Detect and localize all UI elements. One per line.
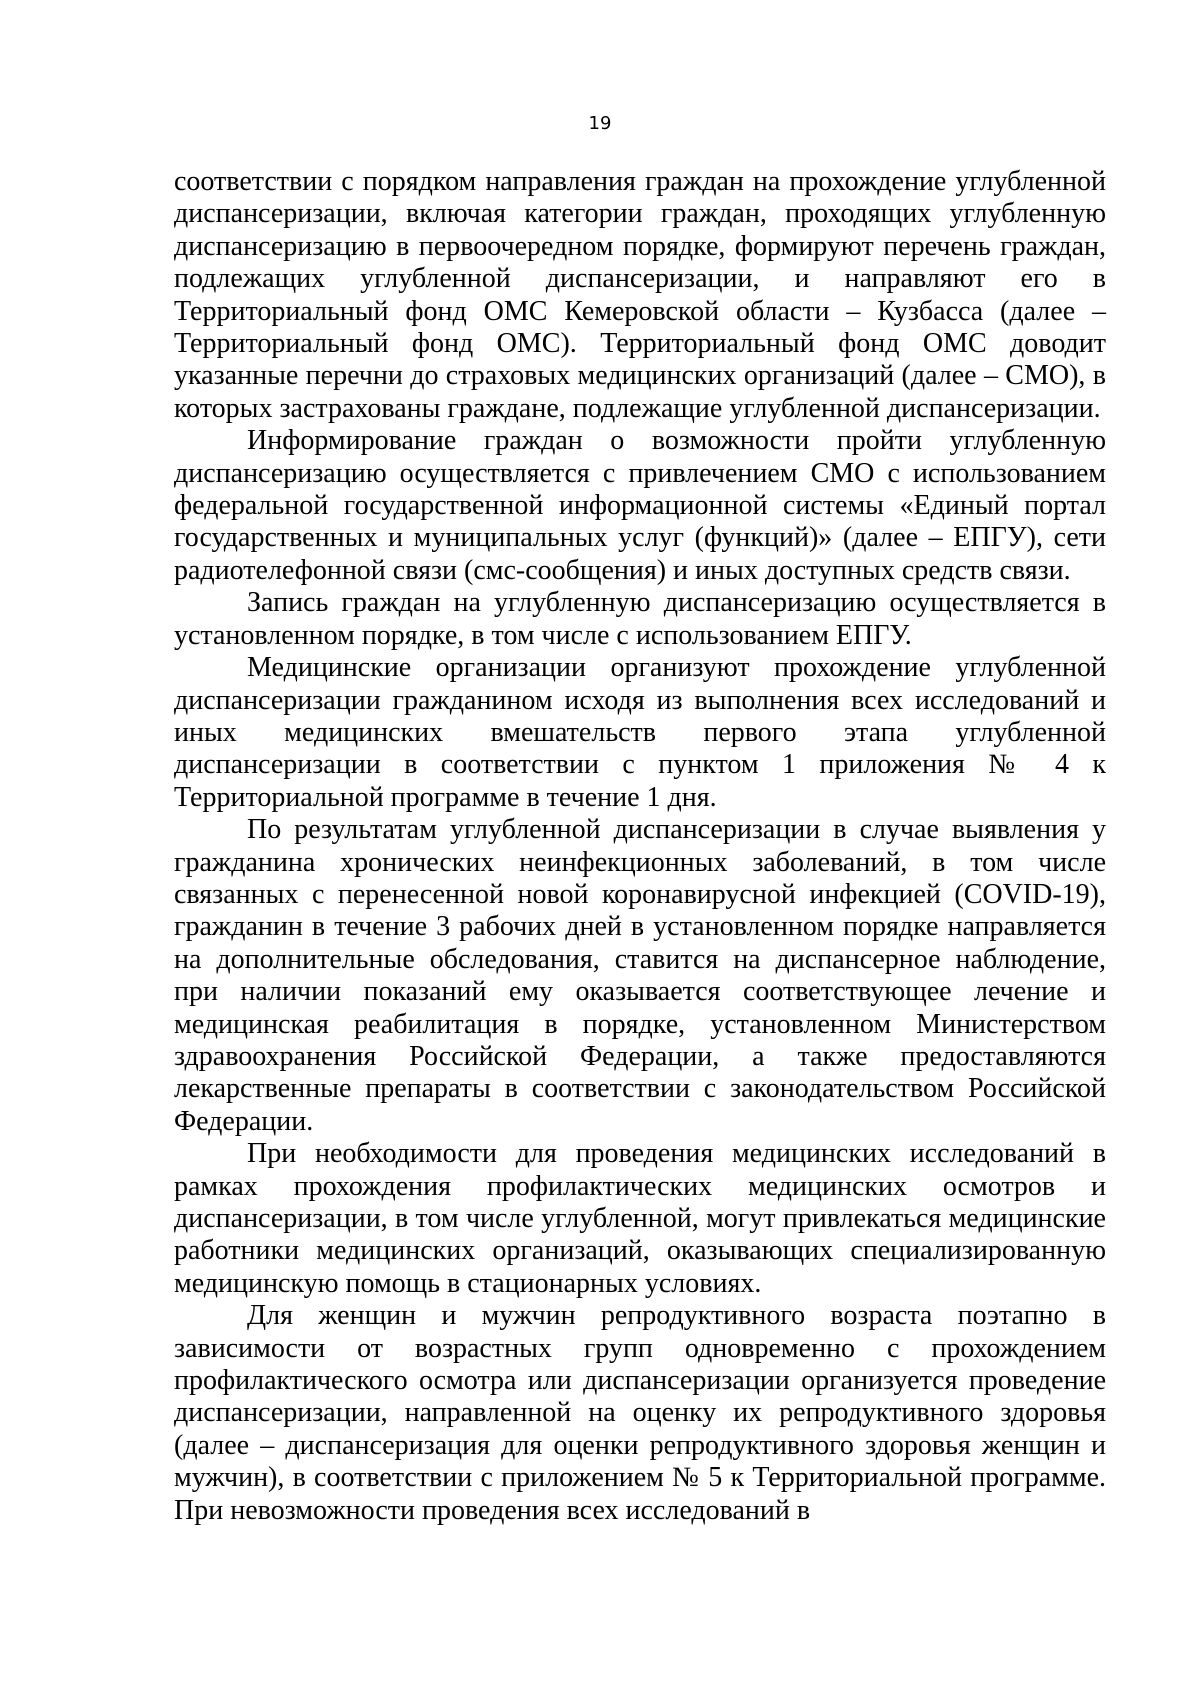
paragraph-reproductive-health: Для женщин и мужчин репродуктивного возраста поэтапно в зависимости от возрастных групп одновременно с прохождением профилактического осмотра или диспансеризации организуется проведение диспансеризации, направленной на оценку их репродуктивного здоровья (далее – диспансеризация для оценки репродуктивного здоровья женщин и мужчин), в соответствии с приложением № 5 к Территориальной программе. При невозможности проведения всех исследований в bbox=[174, 1300, 1106, 1526]
paragraph-organization: Медицинские организации организуют прохождение углубленной диспансеризации гражданином исходя из выполнения всех исследований и иных медицинских вмешательств первого этапа углубленной диспансеризации в соответствии с пунктом 1 приложения № 4 к Территориальной программе в течение 1 дня. bbox=[174, 652, 1106, 813]
paragraph-continuation: соответствии с порядком направления граждан на прохождение углубленной диспансеризации, включая категории граждан, проходящих углубленную диспансеризацию в первоочередном порядке, формируют перечень граждан, подлежащих углубленной диспансеризации, и направляют его в Территориальный фонд ОМС Кемеровской области – Кузбасса (далее – Территориальный фонд ОМС). Территориальный фонд ОМС доводит указанные перечни до страховых медицинских организаций (далее – СМО), в которых застрахованы граждане, подлежащие углубленной диспансеризации. bbox=[174, 166, 1106, 424]
page-number: 19 bbox=[588, 113, 612, 134]
paragraph-specialists: При необходимости для проведения медицинских исследований в рамках прохождения профилактических медицинских осмотров и диспансеризации, в том числе углубленной, могут привлекаться медицинские работники медицинских организаций, оказывающих специализированную медицинскую помощь в стационарных условиях. bbox=[174, 1138, 1106, 1299]
paragraph-registration: Запись граждан на углубленную диспансеризацию осуществляется в установленном порядке, в том числе с использованием ЕПГУ. bbox=[174, 587, 1106, 651]
paragraph-results: По результатам углубленной диспансеризации в случае выявления у гражданина хронических неинфекционных заболеваний, в том числе связанных с перенесенной новой коронавирусной инфекцией (COVID-19), гражданин в течение 3 рабочих дней в установленном порядке направляется на дополнительные обследования, ставится на диспансерное наблюдение, при наличии показаний ему оказывается соответствующее лечение и медицинская реабилитация в порядке, установленном Министерством здравоохранения Российской Федерации, а также предоставляются лекарственные препараты в соответствии с законодательством Российской Федерации. bbox=[174, 814, 1106, 1137]
document-body bbox=[174, 166, 1106, 1527]
paragraph-informing: Информирование граждан о возможности пройти углубленную диспансеризацию осуществляется с привлечением СМО с использованием федеральной государственной информационной системы «Единый портал государственных и муниципальных услуг (функций)» (далее – ЕПГУ), сети радиотелефонной связи (смс-сообщения) и иных доступных средств связи. bbox=[174, 425, 1106, 586]
